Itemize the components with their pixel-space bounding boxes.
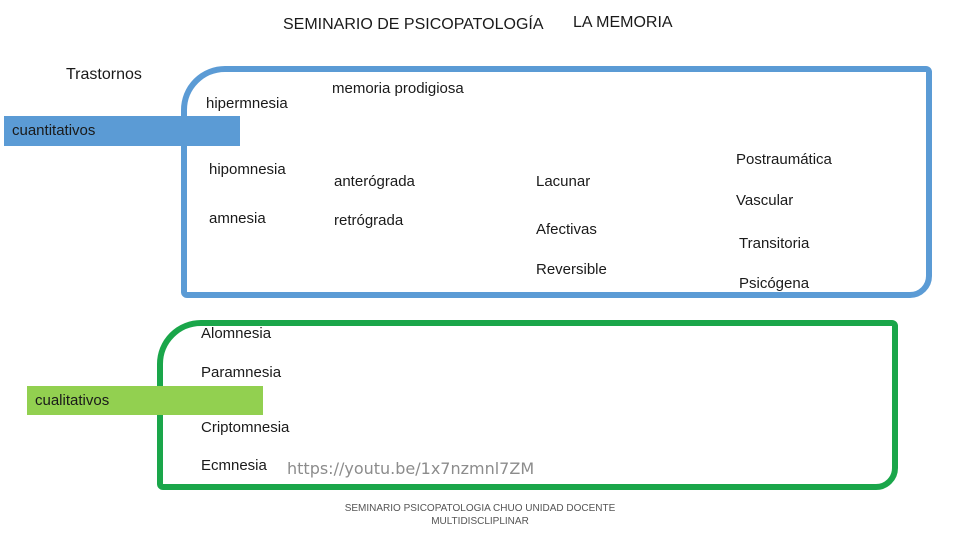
footer-line-1: SEMINARIO PSICOPATOLOGIA CHUO UNIDAD DOCENTE	[344, 503, 616, 514]
quantitative-bar	[4, 116, 240, 146]
memoria-prodigiosa-label: memoria prodigiosa	[332, 80, 464, 97]
ecmnesia-label: Ecmnesia	[201, 457, 267, 474]
paramnesia-label: Paramnesia	[201, 364, 282, 381]
hipermnesia-label: hipermnesia	[206, 95, 288, 112]
footer	[330, 502, 630, 528]
seminar-title: SEMINARIO DE PSICOPATOLOGÍA	[283, 16, 544, 33]
quantitative-label: cuantitativos	[12, 122, 96, 139]
alomnesia-label: Alomnesia	[201, 325, 272, 342]
anterograda-label: anterógrada	[334, 173, 415, 190]
transitoria-label: Transitoria	[739, 235, 810, 252]
criptomnesia-label: Criptomnesia	[201, 419, 290, 436]
video-link[interactable]: https://youtu.be/1x7nzmnl7ZM	[287, 459, 535, 478]
vascular-label: Vascular	[736, 192, 794, 209]
footer-line-2: MULTIDISCLIPLINAR	[431, 516, 529, 527]
afectivas-label: Afectivas	[536, 221, 597, 238]
retrograda-label: retrógrada	[334, 212, 404, 229]
qualitative-bar	[27, 386, 263, 415]
amnesia-label: amnesia	[209, 210, 266, 227]
postraumatica-label: Postraumática	[736, 151, 832, 168]
lacunar-label: Lacunar	[536, 173, 591, 190]
hipomnesia-label: hipomnesia	[209, 161, 286, 178]
trastornos-label: Trastornos	[66, 66, 142, 83]
reversible-label: Reversible	[536, 261, 607, 278]
topic-title: LA MEMORIA	[573, 14, 673, 31]
qualitative-label: cualitativos	[35, 392, 110, 409]
psicogena-label: Psicógena	[739, 275, 810, 292]
